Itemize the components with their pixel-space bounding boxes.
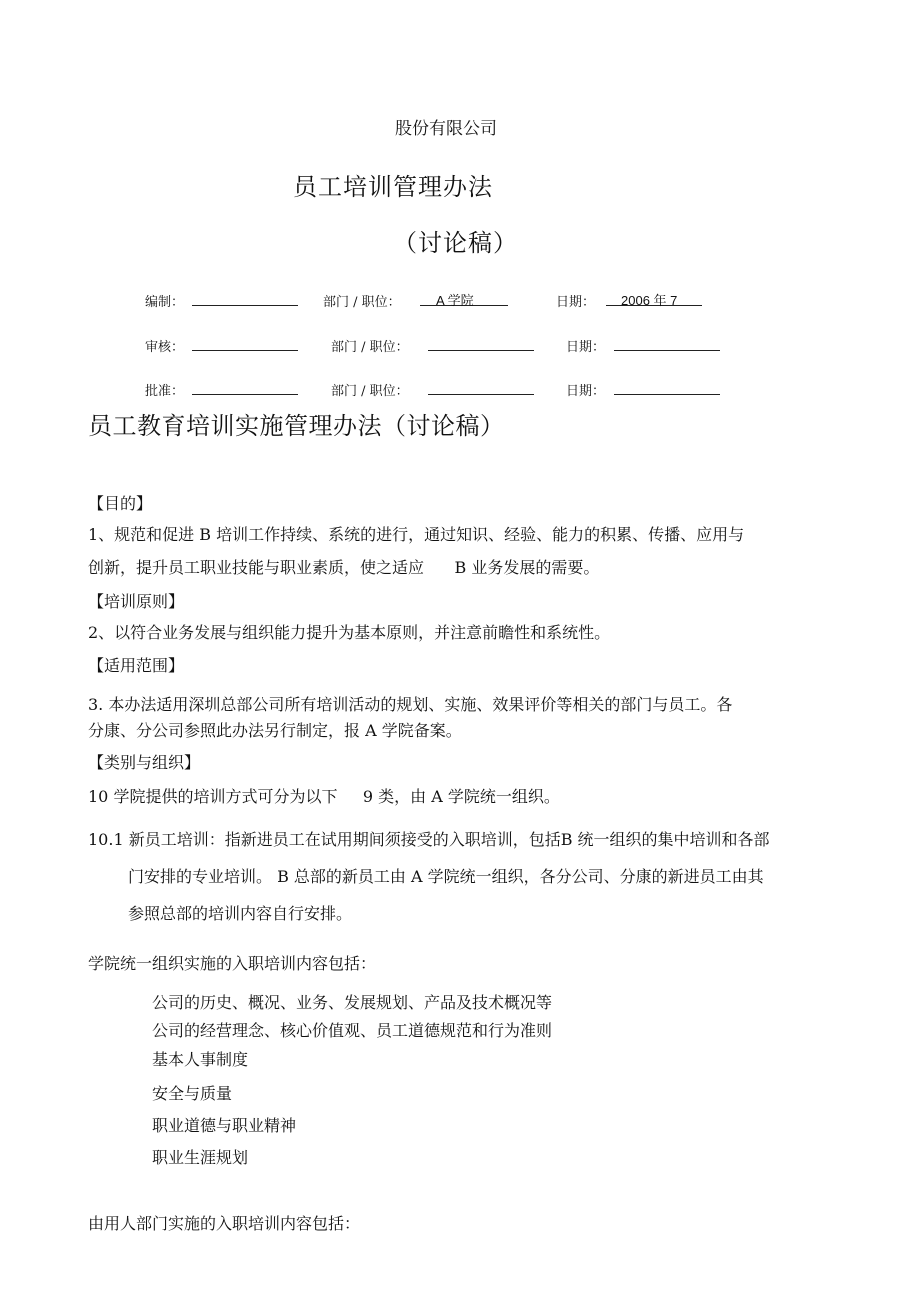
list-item: 职业道德与职业精神 xyxy=(152,1116,297,1135)
date-label-3: 日期： xyxy=(566,384,606,399)
list-item: 职业生涯规划 xyxy=(152,1148,249,1167)
author-label: 编制： xyxy=(145,295,185,310)
dept-field-3 xyxy=(428,380,534,395)
list-item: 公司的经营理念、核心价值观、员工道德规范和行为准则 xyxy=(152,1021,553,1040)
approver-field xyxy=(192,380,298,395)
list-item: 公司的历史、概况、业务、发展规划、产品及技术概况等 xyxy=(152,993,553,1012)
purpose-heading: 【目的】 xyxy=(88,494,153,513)
document-title: 员工培训管理办法 xyxy=(293,173,493,201)
reviewer-label: 审核： xyxy=(145,340,185,355)
date-label-2: 日期： xyxy=(566,340,606,355)
category-text: 10 学院提供的培训方式可分为以下 9 类，由 A 学院统一组织。 xyxy=(88,787,560,806)
dept-label-1: 部门 / 职位： xyxy=(323,295,401,310)
date-field-3 xyxy=(614,380,720,395)
date-field-2 xyxy=(614,336,720,351)
approver-label: 批准： xyxy=(145,384,185,399)
list-item: 安全与质量 xyxy=(152,1084,233,1103)
purpose-text-line-2: 创新，提升员工职业技能与职业素质，使之适应 B 业务发展的需要。 xyxy=(88,558,600,577)
scope-text-line-1: 3. 本办法适用深圳总部公司所有培训活动的规划、实施、效果评价等相关的部门与员工。各 xyxy=(88,695,733,714)
reviewer-field xyxy=(192,336,298,351)
scope-text-line-2: 分康、分公司参照此办法另行制定，报 A 学院备案。 xyxy=(88,721,462,740)
purpose-text-line-1: 1、规范和促进 B 培训工作持续、系统的进行，通过知识、经验、能力的积累、传播、应用与 xyxy=(88,525,745,544)
list-item: 基本人事制度 xyxy=(152,1050,249,1069)
new-staff-text-line-1: 10.1 新员工培训：指新进员工在试用期间须接受的入职培训，包括B 统一组织的集中培训和各部 xyxy=(88,830,770,849)
new-staff-text-line-2: 门安排的专业培训。 B 总部的新员工由 A 学院统一组织，各分公司、分康的新进员工由其 xyxy=(128,867,764,886)
academy-intro: 学院统一组织实施的入职培训内容包括： xyxy=(88,954,377,973)
dept-field-2 xyxy=(428,336,534,351)
principle-heading: 【培训原则】 xyxy=(88,592,185,611)
principle-text: 2、以符合业务发展与组织能力提升为基本原则，并注意前瞻性和系统性。 xyxy=(88,623,611,642)
company-name: 股份有限公司 xyxy=(395,119,497,139)
document-subtitle: （讨论稿） xyxy=(393,229,518,257)
category-heading: 【类别与组织】 xyxy=(88,753,201,772)
dept-value-1: A 学院 xyxy=(436,293,474,308)
author-field xyxy=(192,291,298,306)
new-staff-text-line-3: 参照总部的培训内容自行安排。 xyxy=(128,904,353,923)
date-value-1: 2006 年 7 xyxy=(621,293,678,308)
section-main-title: 员工教育培训实施管理办法（讨论稿） xyxy=(88,412,505,440)
dept-intro: 由用人部门实施的入职培训内容包括： xyxy=(88,1214,361,1233)
scope-heading: 【适用范围】 xyxy=(88,656,185,675)
dept-label-2: 部门 / 职位： xyxy=(331,340,409,355)
date-label-1: 日期： xyxy=(556,295,596,310)
dept-label-3: 部门 / 职位： xyxy=(331,384,409,399)
